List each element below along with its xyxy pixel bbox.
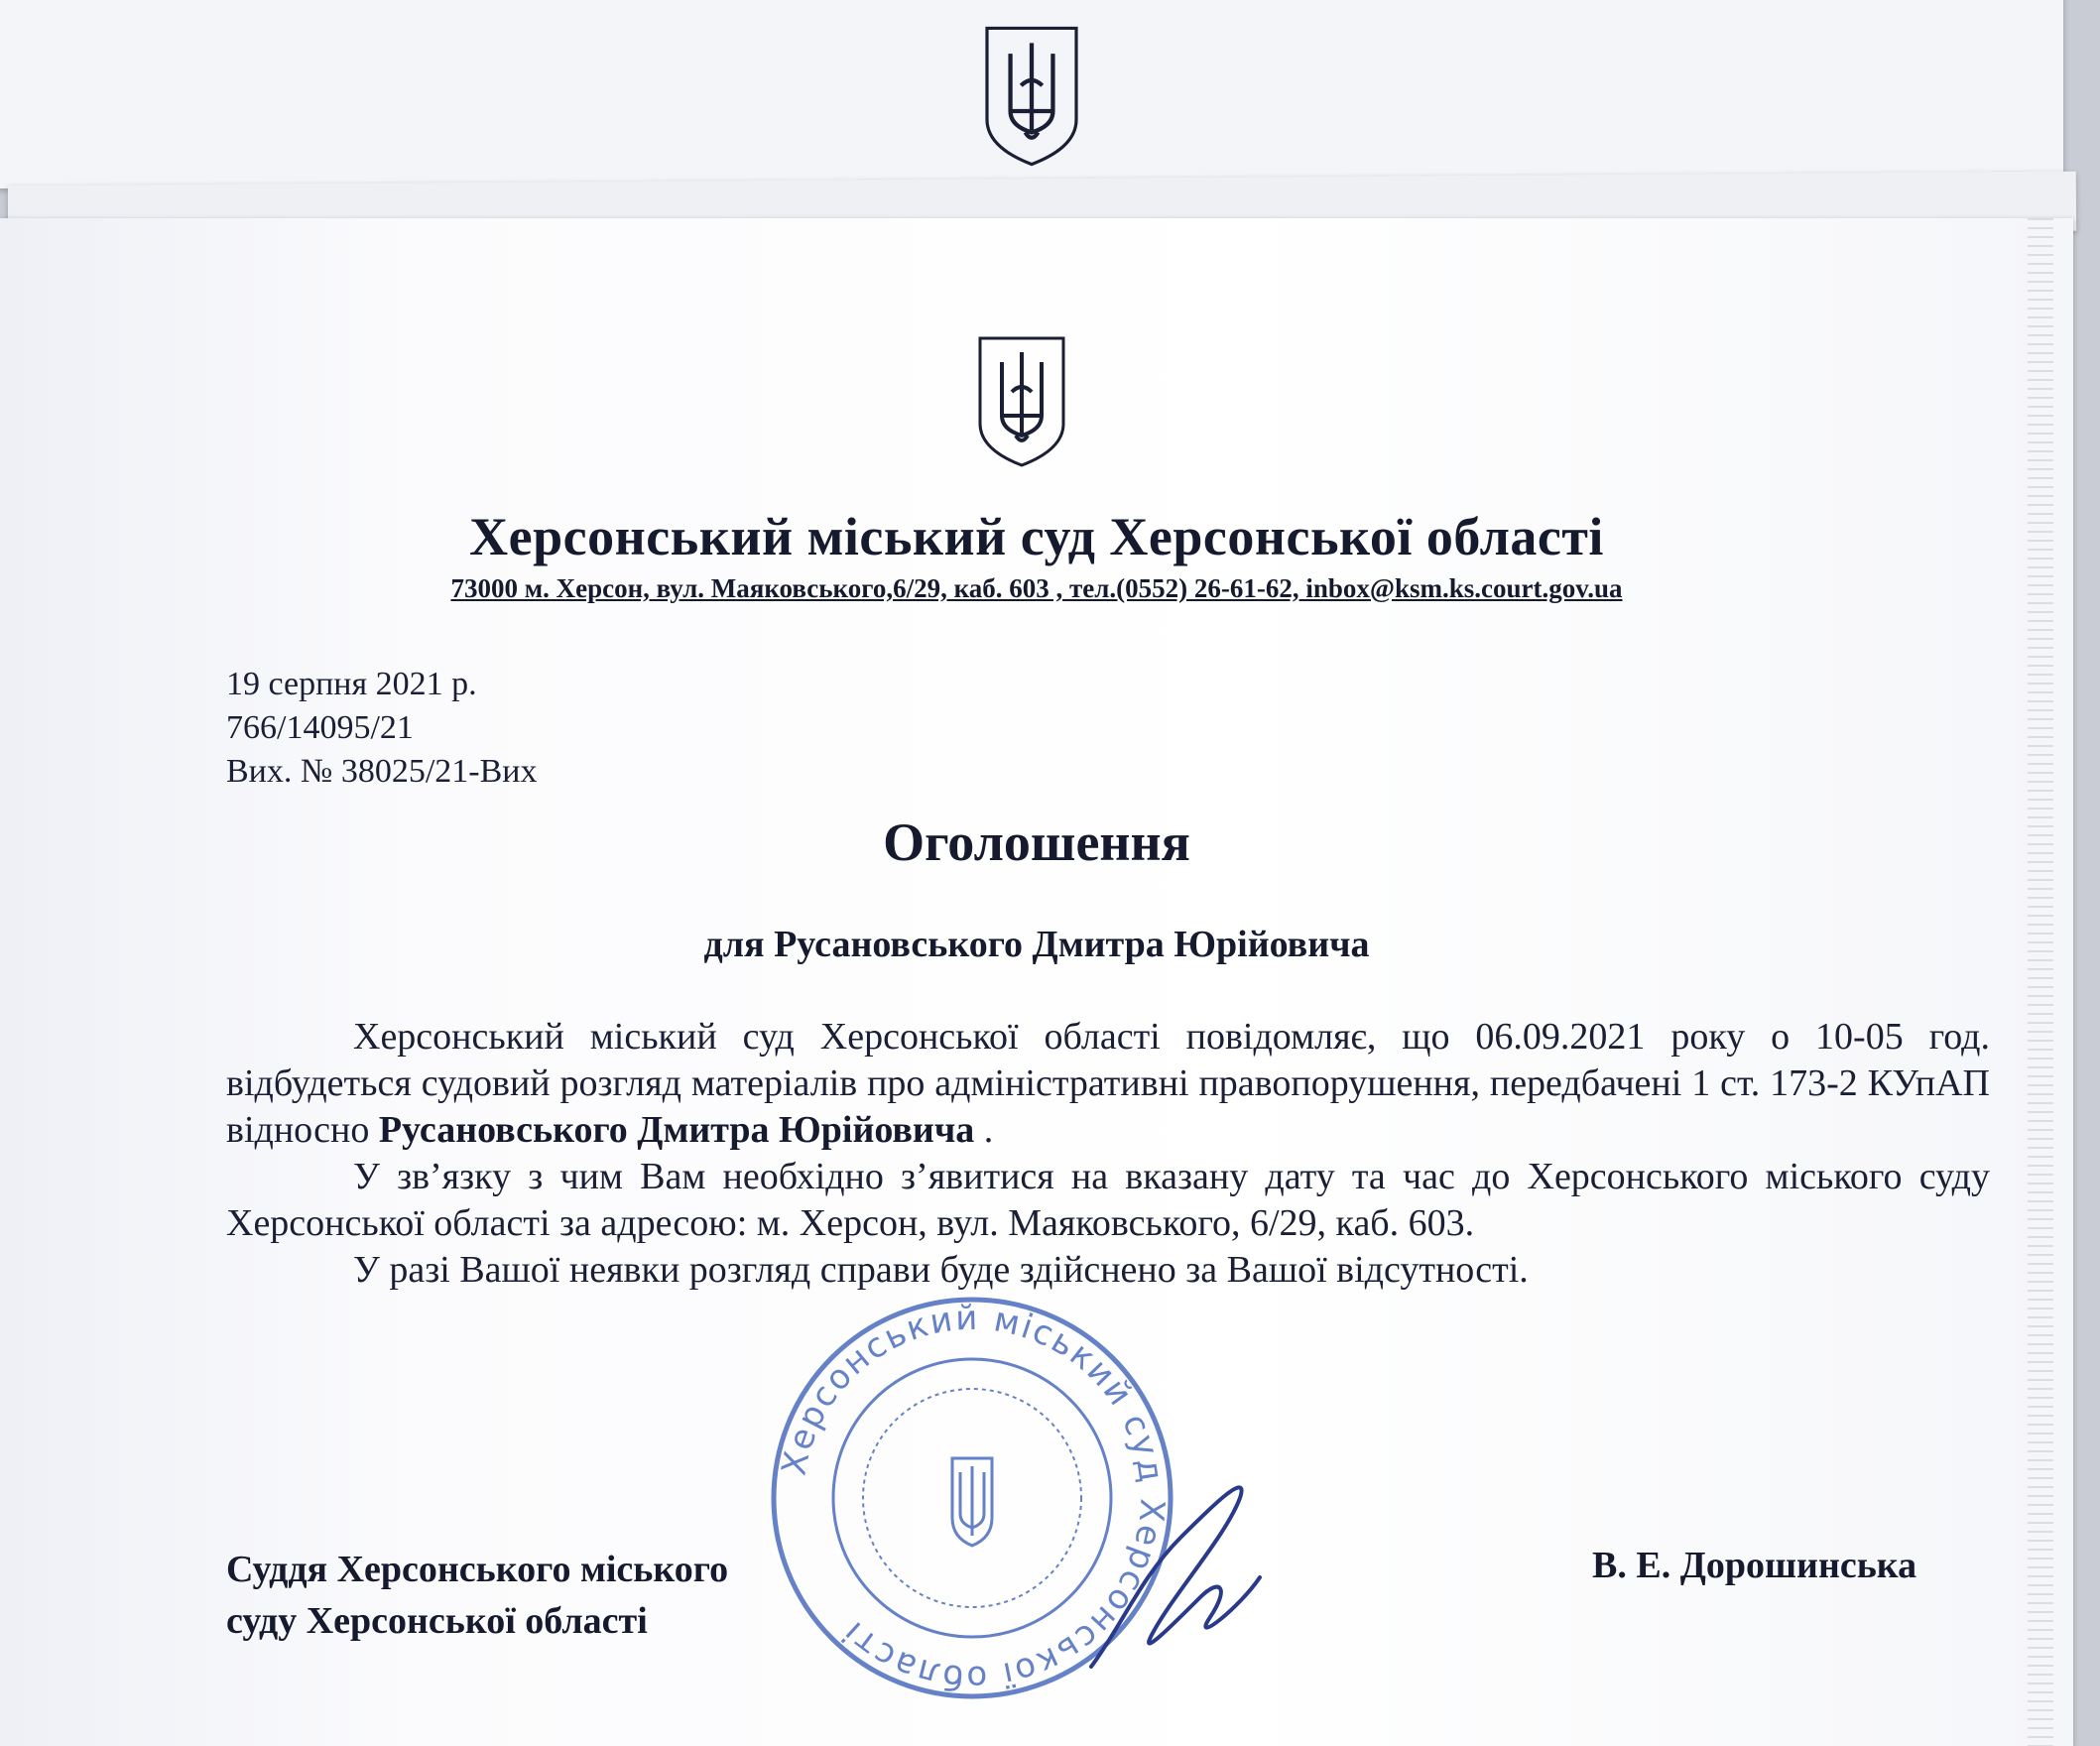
document-meta xyxy=(226,663,537,794)
page-edge-shadow xyxy=(2028,218,2053,1746)
defendant-name: Русановського Дмитра Юрійовича xyxy=(378,1109,975,1151)
paragraph-hearing-text: Херсонський міський суд Херсонської області повідомляє, що 06.09.2021 року о 10-05 год. відбудеться судовий розгляд матеріалів про адміністративні правопорушення, передбачені 1 ст. 173-2 КУпАП відносно xyxy=(226,1016,1990,1151)
court-address-line: 73000 м. Херсон, вул. Маяковського,6/29, каб. 603 , тел.(0552) 26-61-62, inbox@ksm.ks.court.gov.ua xyxy=(450,573,1623,603)
case-number: 766/14095/21 xyxy=(226,709,414,746)
coat-of-arms-icon xyxy=(967,332,1076,471)
paragraph-hearing-end: . xyxy=(974,1109,994,1151)
judge-name: В. Е. Дорошинська xyxy=(1592,1545,1917,1586)
judge-position xyxy=(226,1544,728,1647)
document-title: Оголошення xyxy=(883,812,1190,872)
judge-position-line2: суду Херсонської області xyxy=(226,1600,648,1642)
document-date: 19 серпня 2021 р. xyxy=(226,666,477,702)
paragraph-hearing xyxy=(226,1014,1990,1154)
coat-of-arms-icon xyxy=(977,22,1086,171)
stamp-outer-text: Херсонський міський суд Херсонської області xyxy=(774,1298,1173,1698)
notice-body xyxy=(226,1014,1990,1294)
judge-position-line1: Суддя Херсонського міського xyxy=(226,1549,729,1590)
outgoing-number: Вих. № 38025/21-Вих xyxy=(226,753,538,790)
paragraph-absence: У разі Вашої неявки розгляд справи буде здійснено за Вашої відсутності. xyxy=(353,1249,1529,1291)
judge-signature xyxy=(1051,1429,1290,1686)
court-name-heading: Херсонський міський суд Херсонської області xyxy=(469,507,1604,566)
paragraph-appearance: У зв’язку з чим Вам необхідно з’явитися на вказану дату та час до Херсонського міського суду Херсонської області за адресою: м. Херсон, вул. Маяковського, 6/29, каб. 603. xyxy=(226,1156,1990,1244)
addressee-line: для Русановського Дмитра Юрійовича xyxy=(703,924,1370,965)
